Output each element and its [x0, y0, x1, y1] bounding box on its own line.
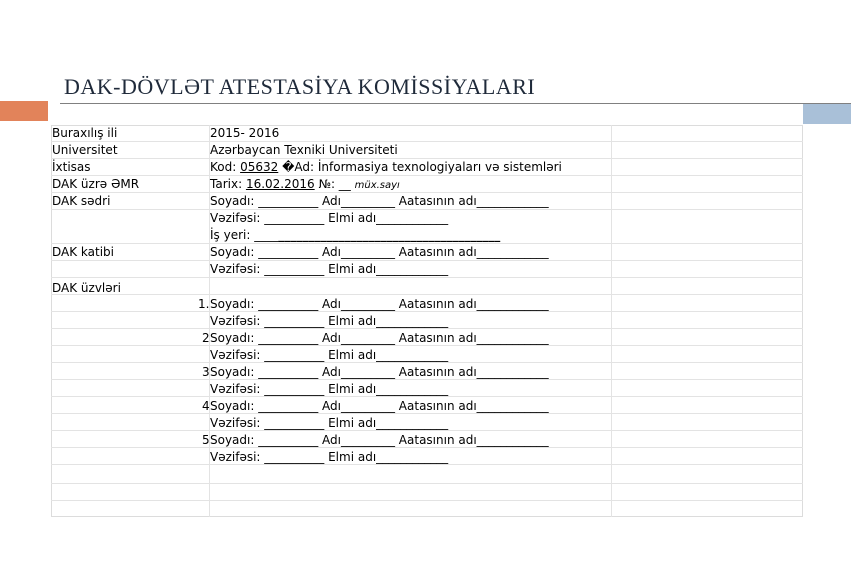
value-specialty — [210, 159, 562, 176]
chairman-position-line: Vəzifəsi: __________ Elmi adı____________ — [210, 211, 449, 225]
member-4-position-line: Vəzifəsi: __________ Elmi adı____________ — [210, 416, 449, 430]
label-specialty: İxtisas — [52, 160, 91, 174]
label-dak-members: DAK üzvləri — [52, 281, 121, 295]
kod-label: Kod: — [210, 160, 241, 174]
grid-row-line — [51, 294, 803, 295]
member-5-number: 5 — [202, 433, 210, 447]
member-2-position-line: Vəzifəsi: __________ Elmi adı____________ — [210, 348, 449, 362]
grid-row-line — [51, 141, 803, 142]
no-hint: müx.sayı — [354, 180, 400, 191]
secretary-name-line: Soyadı: __________ Adı_________ Aatasının adı____________ — [210, 245, 549, 259]
accent-bar-orange — [0, 101, 48, 121]
member-1-number: 1. — [198, 297, 210, 311]
kod-value: 05632 — [240, 160, 279, 174]
grid-row-line — [51, 500, 803, 501]
chairman-workplace-line — [210, 227, 500, 244]
secretary-position-line: Vəzifəsi: __________ Elmi adı____________ — [210, 262, 449, 276]
member-4-number: 4 — [202, 399, 210, 413]
chairman-name-line: Soyadı: __________ Adı_________ Aatasının adı____________ — [210, 194, 549, 208]
workplace-blank: _____________________________________ — [278, 228, 501, 242]
member-4-name-line: Soyadı: __________ Adı_________ Aatasının adı____________ — [210, 399, 549, 413]
member-3-name-line: Soyadı: __________ Adı_________ Aatasının adı____________ — [210, 365, 549, 379]
accent-bar-blue — [803, 104, 851, 124]
member-2-number: 2 — [202, 331, 210, 345]
grid-col-divider-2 — [611, 125, 612, 517]
member-5-position-line: Vəzifəsi: __________ Elmi adı____________ — [210, 450, 449, 464]
label-university: Universitet — [52, 143, 118, 157]
workplace-label: İş yeri: ____ — [210, 228, 279, 242]
tarix-value: 16.02.2016 — [245, 177, 315, 191]
label-dak-chairman: DAK sədri — [52, 194, 111, 208]
tarix-label: Tarix: — [210, 177, 246, 191]
value-order-date — [210, 176, 400, 194]
label-dak-order: DAK üzrə ƏMR — [52, 177, 140, 191]
member-1-name-line: Soyadı: __________ Adı_________ Aatasının adı____________ — [210, 297, 549, 311]
value-year: 2015- 2016 — [210, 126, 280, 140]
no-label: №: __ — [314, 177, 355, 191]
value-university: Azərbaycan Texniki Universiteti — [210, 143, 398, 157]
label-dak-secretary: DAK katibi — [52, 245, 115, 259]
member-5-name-line: Soyadı: __________ Adı_________ Aatasının adı____________ — [210, 433, 549, 447]
label-graduation-year: Buraxılış ili — [52, 126, 118, 140]
member-3-number: 3 — [202, 365, 210, 379]
member-2-name-line: Soyadı: __________ Adı_________ Aatasının adı____________ — [210, 331, 549, 345]
grid-row-line — [51, 483, 803, 484]
kod-rest: �Ad: İnformasiya texnologiyaları və sistemləri — [278, 160, 562, 174]
member-3-position-line: Vəzifəsi: __________ Elmi adı____________ — [210, 382, 449, 396]
page-title: DAK-DÖVLƏT ATESTASİYA KOMİSSİYALARI — [64, 74, 536, 99]
title-divider — [60, 103, 851, 104]
member-1-position-line: Vəzifəsi: __________ Elmi adı____________ — [210, 314, 449, 328]
